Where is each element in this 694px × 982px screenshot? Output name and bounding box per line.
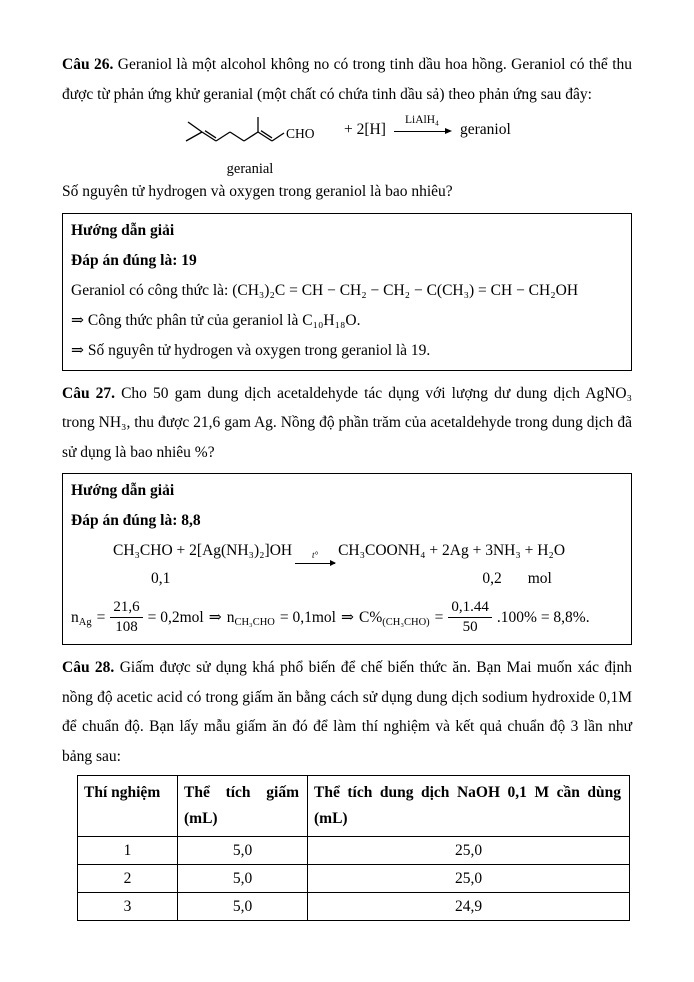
mol-under-reactant: 0,1 [151, 570, 171, 587]
q26-reaction-scheme [62, 111, 632, 177]
q26-solution-answer: Đáp án đúng là: 19 [71, 251, 197, 269]
q28-intro-text: Giấm được sử dụng khá phổ biến để chế biến thức ăn. Bạn Mai muốn xác định nồng độ acetic acid có trong giấm ăn bằng cách sử dụng dung dịch sodium hydroxide 0,1M để chuẩn độ. Bạn lấy mẫu giấm ăn đó để làm thí nghiệm và kết quả chuẩn độ 3 lần như bảng sau: [62, 659, 632, 765]
mol-unit: mol [527, 570, 552, 587]
q26-solution-line3: ⇒ Số nguyên tử hydrogen và oxygen trong geraniol là 19. [71, 341, 431, 359]
equals-sign-2: = [434, 608, 444, 626]
equation-arrow-condition: t° [312, 550, 319, 560]
cell-vinegar-volume: 5,0 [178, 865, 308, 893]
q27-label: Câu 27. [62, 384, 116, 402]
q26-intro-text: Geraniol là một alcohol không no có trong tinh dầu hoa hồng. Geraniol có thể thu được từ phản ứng khử geranial (một chất có chứa tinh dầu sả) theo phản ứng sau đây: [62, 56, 633, 103]
geranial-name-label: geranial [226, 161, 274, 177]
result-nag: = 0,2mol [147, 608, 204, 626]
header-experiment: Thí nghiệm [78, 776, 178, 837]
q27-equation-right: CH₃COONH₄ + 2Ag + 3NH₃ + H₂O [338, 542, 566, 559]
cell-naoh-volume: 25,0 [308, 837, 630, 865]
reaction-arrow-group [392, 114, 452, 132]
q26-structural-formula: (CH₃)₂C = CH − CH₂ − CH₂ − C(CH₃) = CH − CH₂OH [232, 281, 579, 299]
cell-vinegar-volume: 5,0 [178, 837, 308, 865]
cell-naoh-volume: 24,9 [308, 893, 630, 921]
q27-equation-left: CH₃CHO + 2[Ag(NH₃)₂]OH [113, 542, 293, 559]
table-row [78, 865, 630, 893]
fraction-nag: $\frac{21,6}{108}$ [110, 599, 142, 636]
q26-label: Câu 26. [62, 56, 114, 73]
geranial-structure [180, 113, 330, 178]
table-header-row [78, 776, 630, 837]
implies-arrow-2: ⇒ [340, 608, 354, 626]
aldehyde-group-label: CHO [286, 126, 315, 141]
q27-solution-header: Hướng dẫn giải [71, 482, 175, 499]
n-ag-symbol: $n_{Ag}$ [71, 608, 92, 628]
titration-results-table [77, 775, 630, 921]
q27-intro-text: Cho 50 gam dung dịch acetaldehyde tác dụng với lượng dư dung dịch AgNO₃ trong NH₃, thu được 21,6 gam Ag. Nồng độ phần trăm của acetaldehyde trong dung dịch đã sử dụng là bao nhiêu %? [62, 384, 633, 461]
cell-naoh-volume: 25,0 [308, 865, 630, 893]
q27-calculation-line [71, 599, 623, 636]
equals-sign: = [96, 608, 106, 626]
cell-experiment: 2 [78, 865, 178, 893]
q26-question-text: Số nguyên tử hydrogen và oxygen trong geraniol là bao nhiêu? [62, 183, 453, 200]
q27-solution-box [62, 473, 632, 645]
q28-label: Câu 28. [62, 659, 115, 676]
equation-arrow-group [295, 551, 335, 564]
q26-solution-box [62, 213, 632, 371]
cell-vinegar-volume: 5,0 [178, 893, 308, 921]
header-naoh-volume: Thể tích dung dịch NaOH 0,1 M cần dùng (mL) [308, 776, 630, 837]
concentration-symbol: $C\%_{(CH_3CHO)}$ [358, 608, 430, 628]
cell-experiment: 3 [78, 893, 178, 921]
q26-solution-line2: ⇒ Công thức phân tử của geraniol là C₁₀H₁₈O. [71, 311, 361, 329]
mol-under-product: 0,2 [482, 570, 502, 587]
reagent-text: + 2[H] [344, 121, 386, 138]
q27-solution-answer: Đáp án đúng là: 8,8 [71, 512, 201, 529]
reaction-arrow-icon [394, 131, 450, 132]
q26-solution-formula-line [71, 276, 623, 306]
header-vinegar-volume: Thể tích giấm (mL) [178, 776, 308, 837]
n-ch3cho-symbol: $n_{CH_3CHO}$ [226, 608, 275, 628]
q26-solution-header: Hướng dẫn giải [71, 221, 175, 239]
result-nch3cho: = 0,1mol [279, 608, 336, 626]
q26-formula-intro: Geraniol có công thức là: [71, 281, 229, 299]
q28-intro-paragraph [62, 653, 632, 771]
product-text: geraniol [460, 121, 511, 138]
q27-mol-amounts-line [71, 566, 623, 592]
q27-intro-paragraph [62, 379, 632, 468]
q26-intro-paragraph [62, 50, 632, 109]
q27-chemical-equation [71, 537, 623, 564]
cell-experiment: 1 [78, 837, 178, 865]
table-row [78, 837, 630, 865]
geranial-skeletal-svg [180, 113, 330, 159]
catalyst-label: LiAlH₄ [404, 114, 440, 126]
implies-arrow: ⇒ [208, 608, 222, 626]
table-row [78, 893, 630, 921]
calc-tail: .100% = 8,8%. [496, 608, 590, 626]
equation-arrow-icon [295, 563, 335, 564]
fraction-concentration: $\frac{0,1.44}{50}$ [448, 599, 492, 636]
